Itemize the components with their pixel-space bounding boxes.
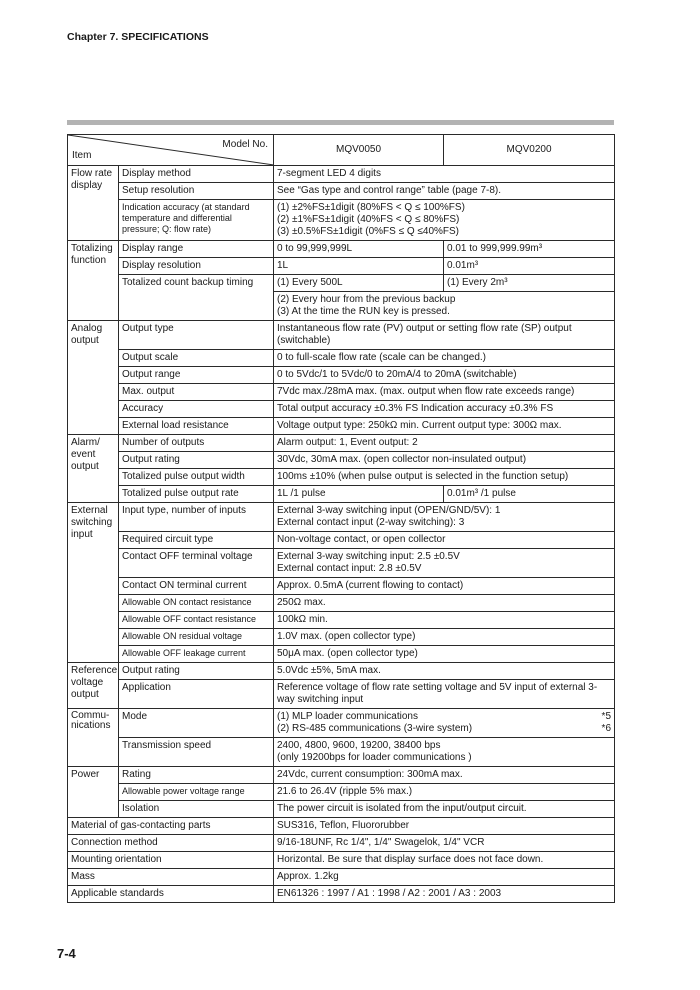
row-value: 1.0V max. (open collector type) <box>274 629 615 646</box>
row-label: Output range <box>119 367 274 384</box>
row-label: Contact OFF terminal voltage <box>119 549 274 578</box>
table-row <box>68 418 615 435</box>
table-row <box>68 503 615 532</box>
row-value: 2400, 4800, 9600, 19200, 38400 bps (only 19200bps for loader communications ) <box>274 738 615 767</box>
row-value: Alarm output: 1, Event output: 2 <box>274 435 615 452</box>
row-value: The power circuit is isolated from the input/output circuit. <box>274 801 615 818</box>
row-label: Mounting orientation <box>68 852 274 869</box>
table-row <box>68 350 615 367</box>
table-row <box>68 275 615 292</box>
row-label: Allowable OFF leakage current <box>119 646 274 663</box>
row-value: EN61326 : 1997 / A1 : 1998 / A2 : 2001 / A3 : 2003 <box>274 886 615 903</box>
spec-table <box>67 134 615 903</box>
row-label: Isolation <box>119 801 274 818</box>
table-row <box>68 801 615 818</box>
row-value: See “Gas type and control range” table (page 7-8). <box>274 183 615 200</box>
row-value: 30Vdc, 30mA max. (open collector non-insulated output) <box>274 452 615 469</box>
table-row <box>68 321 615 350</box>
row-value: Approx. 0.5mA (current flowing to contact) <box>274 578 615 595</box>
row-label: Application <box>119 680 274 709</box>
table-header-row <box>68 135 615 166</box>
row-value: (1) Every 500L <box>274 275 444 292</box>
row-label: Contact ON terminal current <box>119 578 274 595</box>
group-alarm: Alarm/ event output <box>68 435 119 503</box>
row-label: Number of outputs <box>119 435 274 452</box>
row-value: 0 to 99,999,999L <box>274 241 444 258</box>
footnote-ref: *6 <box>601 723 611 734</box>
group-reference: Reference voltage output <box>68 663 119 709</box>
table-row <box>68 738 615 767</box>
row-value: SUS316, Teflon, Fluororubber <box>274 818 615 835</box>
table-row <box>68 578 615 595</box>
row-value: 9/16-18UNF, Rc 1/4", 1/4" Swagelok, 1/4" VCR <box>274 835 615 852</box>
row-value: 0 to full-scale flow rate (scale can be changed.) <box>274 350 615 367</box>
row-label: Totalized pulse output width <box>119 469 274 486</box>
row-value: 21.6 to 26.4V (ripple 5% max.) <box>274 784 615 801</box>
group-analog: Analog output <box>68 321 119 435</box>
group-power: Power <box>68 767 119 818</box>
row-label: Allowable ON residual voltage <box>119 629 274 646</box>
group-flow: Flow rate display <box>68 166 119 241</box>
row-value: External 3-way switching input: 2.5 ±0.5V External contact input: 2.8 ±0.5V <box>274 549 615 578</box>
table-row <box>68 680 615 709</box>
group-communications: Commu- nications <box>68 709 119 767</box>
comm-mode-1: (1) MLP loader communications <box>277 711 418 722</box>
row-label: Material of gas-contacting parts <box>68 818 274 835</box>
table-row <box>68 435 615 452</box>
table-row <box>68 595 615 612</box>
row-label: Indication accuracy (at standard temperature and differential pressure; Q: flow rate) <box>119 200 274 241</box>
table-row <box>68 241 615 258</box>
table-row <box>68 452 615 469</box>
row-label: Output rating <box>119 452 274 469</box>
row-label: Input type, number of inputs <box>119 503 274 532</box>
table-row <box>68 469 615 486</box>
row-label: External load resistance <box>119 418 274 435</box>
table-row <box>68 258 615 275</box>
row-label: Allowable ON contact resistance <box>119 595 274 612</box>
footnote-ref: *5 <box>601 711 611 722</box>
model-2-header: MQV0200 <box>444 135 615 166</box>
row-label: Allowable OFF contact resistance <box>119 612 274 629</box>
table-row <box>68 612 615 629</box>
table-row <box>68 767 615 784</box>
table-row <box>68 852 615 869</box>
row-value: Voltage output type: 250kΩ min. Current output type: 300Ω max. <box>274 418 615 435</box>
table-row <box>68 166 615 183</box>
row-value: 0.01 to 999,999.99m³ <box>444 241 615 258</box>
table-row <box>68 629 615 646</box>
table-row <box>68 367 615 384</box>
row-value: Reference voltage of flow rate setting voltage and 5V input of external 3-way switching input <box>274 680 615 709</box>
table-row <box>68 486 615 503</box>
table-row <box>68 886 615 903</box>
row-label: Connection method <box>68 835 274 852</box>
row-value <box>274 709 615 738</box>
row-value: External 3-way switching input (OPEN/GND/5V): 1 External contact input (2-way switching): 3 <box>274 503 615 532</box>
model-label: Model No. <box>222 139 268 150</box>
page-number: 7-4 <box>57 946 76 961</box>
row-label: Mass <box>68 869 274 886</box>
row-value: 100kΩ min. <box>274 612 615 629</box>
header-rule <box>67 120 614 125</box>
chapter-title: Chapter 7. SPECIFICATIONS <box>67 31 209 43</box>
table-row <box>68 709 615 738</box>
table-row <box>68 818 615 835</box>
table-row <box>68 384 615 401</box>
row-value: 1L <box>274 258 444 275</box>
table-row <box>68 401 615 418</box>
row-label: Display resolution <box>119 258 274 275</box>
row-value: Horizontal. Be sure that display surface does not face down. <box>274 852 615 869</box>
model-1-header: MQV0050 <box>274 135 444 166</box>
row-value: 250Ω max. <box>274 595 615 612</box>
item-label: Item <box>72 150 92 161</box>
row-value: (1) Every 2m³ <box>444 275 615 292</box>
row-label: Output scale <box>119 350 274 367</box>
row-value: 24Vdc, current consumption: 300mA max. <box>274 767 615 784</box>
table-row <box>68 835 615 852</box>
row-value: 7Vdc max./28mA max. (max. output when flow rate exceeds range) <box>274 384 615 401</box>
table-row <box>68 532 615 549</box>
group-external: External switching input <box>68 503 119 663</box>
row-value: (1) ±2%FS±1digit (80%FS < Q ≤ 100%FS) (2) ±1%FS±1digit (40%FS < Q ≤ 80%FS) (3) ±0.5%FS±1digit (0%FS ≤ Q ≤40%FS) <box>274 200 615 241</box>
row-label: Mode <box>119 709 274 738</box>
row-value: 0.01m³ <box>444 258 615 275</box>
row-label: Totalized pulse output rate <box>119 486 274 503</box>
row-label: Totalized count backup timing <box>119 275 274 321</box>
row-value: 7-segment LED 4 digits <box>274 166 615 183</box>
row-value: 0 to 5Vdc/1 to 5Vdc/0 to 20mA/4 to 20mA (switchable) <box>274 367 615 384</box>
table-row <box>68 183 615 200</box>
row-label: Display range <box>119 241 274 258</box>
row-label: Required circuit type <box>119 532 274 549</box>
row-label: Applicable standards <box>68 886 274 903</box>
row-value: Approx. 1.2kg <box>274 869 615 886</box>
table-row <box>68 200 615 241</box>
row-value: 0.01m³ /1 pulse <box>444 486 615 503</box>
row-value: 1L /1 pulse <box>274 486 444 503</box>
row-label: Setup resolution <box>119 183 274 200</box>
row-label: Display method <box>119 166 274 183</box>
row-label: Max. output <box>119 384 274 401</box>
row-value: 50μA max. (open collector type) <box>274 646 615 663</box>
row-label: Allowable power voltage range <box>119 784 274 801</box>
row-value: 100ms ±10% (when pulse output is selected in the function setup) <box>274 469 615 486</box>
row-label: Transmission speed <box>119 738 274 767</box>
row-value: (2) Every hour from the previous backup (3) At the time the RUN key is pressed. <box>274 292 615 321</box>
row-label: Output type <box>119 321 274 350</box>
comm-mode-2: (2) RS-485 communications (3-wire system) <box>277 723 473 734</box>
row-value: Instantaneous flow rate (PV) output or setting flow rate (SP) output (switchable) <box>274 321 615 350</box>
group-totalizing: Totalizing function <box>68 241 119 321</box>
table-row <box>68 549 615 578</box>
table-row <box>68 663 615 680</box>
table-row <box>68 869 615 886</box>
item-model-header <box>68 135 274 166</box>
row-label: Accuracy <box>119 401 274 418</box>
row-value: Total output accuracy ±0.3% FS Indication accuracy ±0.3% FS <box>274 401 615 418</box>
row-label: Rating <box>119 767 274 784</box>
row-value: Non-voltage contact, or open collector <box>274 532 615 549</box>
row-label: Output rating <box>119 663 274 680</box>
table-row <box>68 646 615 663</box>
row-value: 5.0Vdc ±5%, 5mA max. <box>274 663 615 680</box>
table-row <box>68 784 615 801</box>
